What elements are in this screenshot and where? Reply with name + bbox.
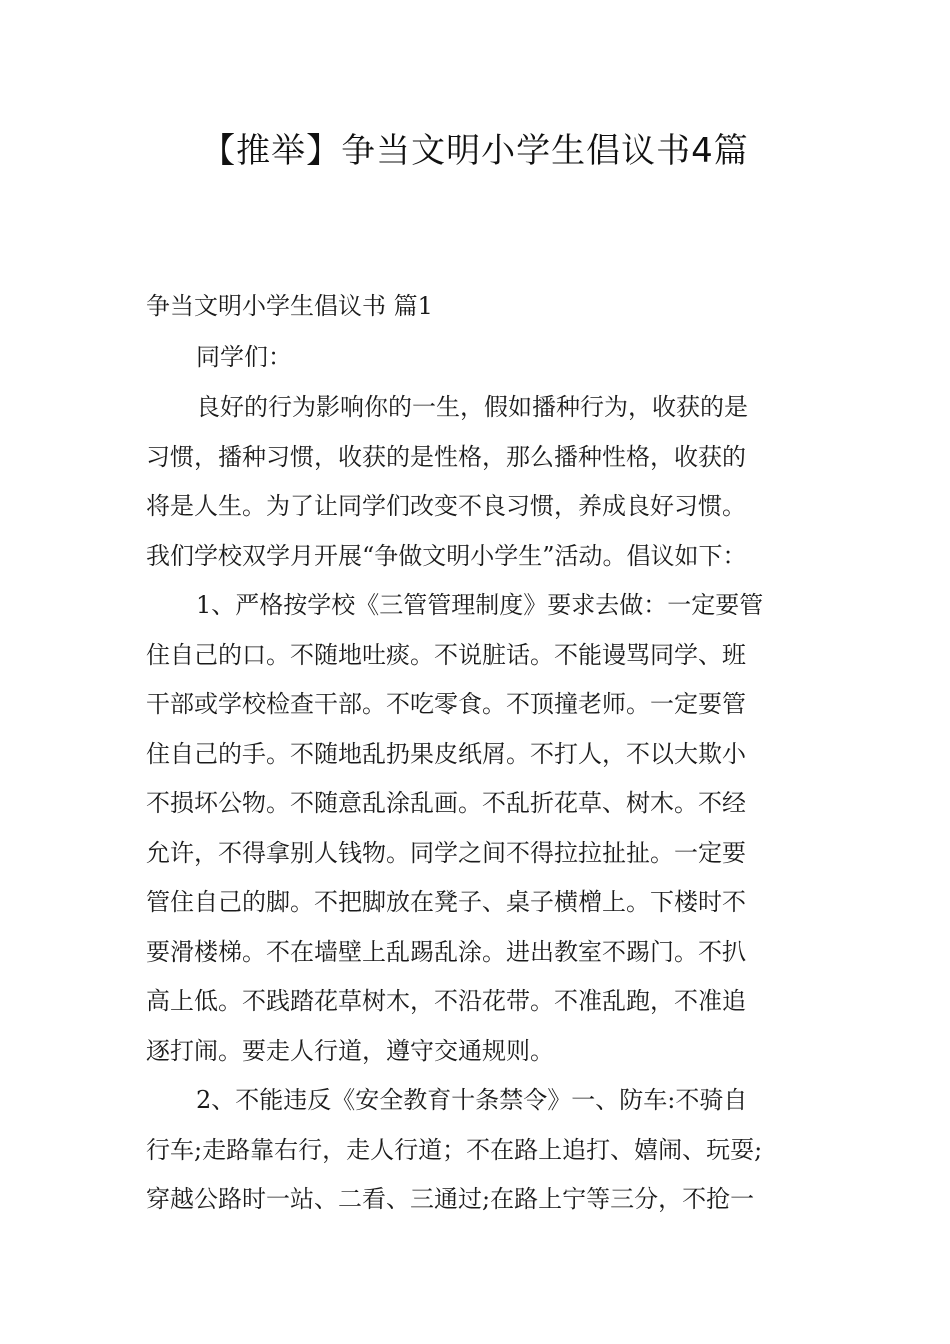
paragraph-line: 住自己的手。不随地乱扔果皮纸屑。不打人，不以大欺小 [146,739,746,768]
paragraph-line: 习惯，播种习惯，收获的是性格，那么播种性格，收获的 [146,442,746,471]
paragraph-line: 住自己的口。不随地吐痰。不说脏话。不能谩骂同学、班 [146,640,746,669]
paragraph-line: 高上低。不践踏花草树木，不沿花带。不准乱跑，不准追 [146,987,746,1015]
paragraph-line: 干部或学校检查干部。不吃零食。不顶撞老师。一定要管 [146,690,746,718]
paragraph-line: 良好的行为影响你的一生，假如播种行为，收获的是 [196,393,748,421]
paragraph-line: 不损坏公物。不随意乱涂乱画。不乱折花草、树木。不经 [146,789,746,817]
paragraph-line: 我们学校双学月开展“争做文明小学生”活动。倡议如下： [146,541,747,570]
paragraph-line: 逐打闹。要走人行道，遵守交通规则。 [146,1036,554,1065]
document-body [146,281,814,1225]
salutation: 同学们： [196,343,292,371]
paragraph-line: 2、不能违反《安全教育十条禁令》一、防车:不骑自 [196,1086,748,1114]
paragraph-line: 管住自己的脚。不把脚放在凳子、桌子横橧上。下楼时不 [146,888,746,916]
paragraph-line: 1、严格按学校《三管管理制度》要求去做：一定要管 [196,591,764,619]
paragraph-line: 将是人生。为了让同学们改变不良习惯，养成良好习惯。 [146,492,746,520]
page-title: 【推举】争当文明小学生倡议书4篇 [201,131,749,171]
paragraph-line: 穿越公路时一站、二看、三通过;在路上宁等三分，不抢一 [146,1185,755,1213]
section-heading: 争当文明小学生倡议书 篇1 [146,292,433,320]
paragraph-line: 行车;走路靠右行，走人行道；不在路上追打、嬉闹、玩耍; [146,1135,763,1164]
paragraph-line: 要滑楼梯。不在墙壁上乱踢乱涂。进出教室不踢门。不扒 [146,937,746,966]
paragraph-line: 允许，不得拿别人钱物。同学之间不得拉拉扯扯。一定要 [146,838,746,867]
